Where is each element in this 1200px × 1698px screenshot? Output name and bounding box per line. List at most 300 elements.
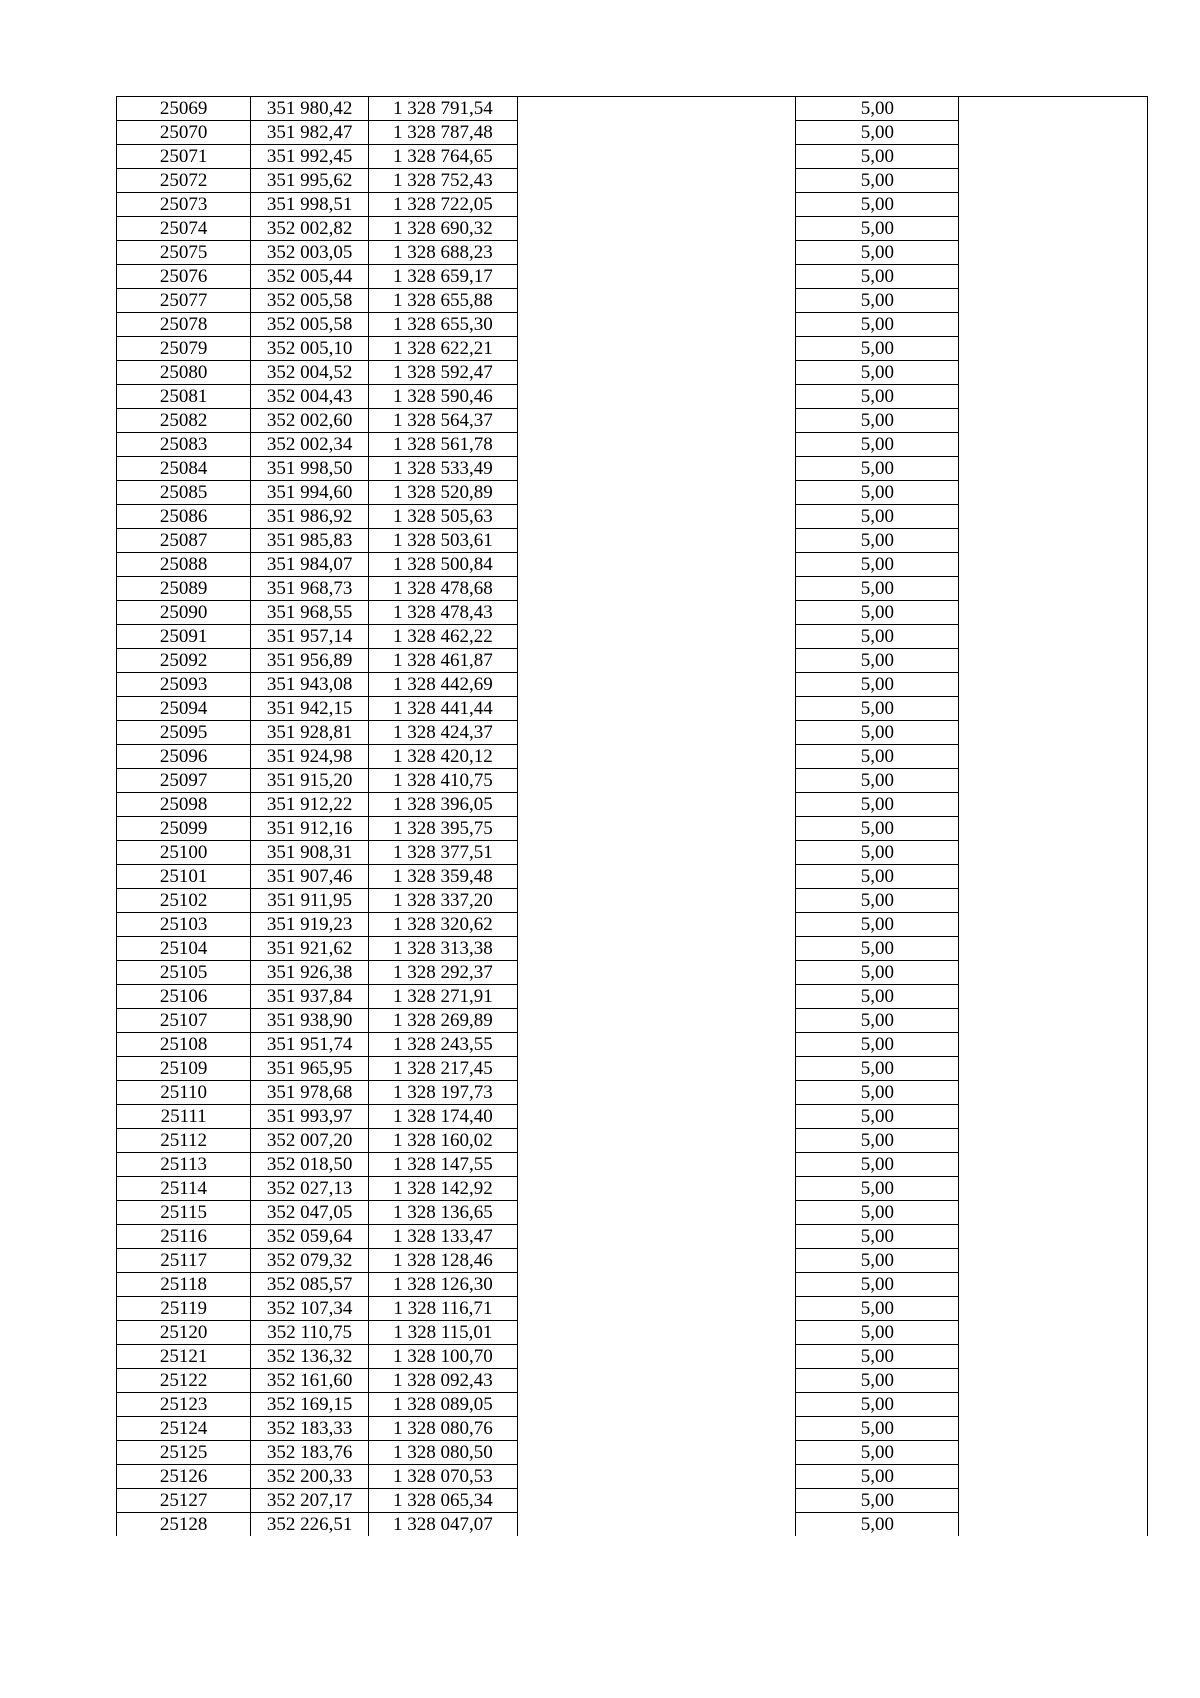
x-coordinate-cell: 351 928,81 — [251, 721, 369, 745]
accuracy-cell: 5,00 — [796, 817, 959, 841]
point-number-cell: 25093 — [117, 673, 251, 697]
y-coordinate-cell: 1 328 065,34 — [369, 1489, 518, 1513]
table-row — [117, 1369, 1148, 1393]
x-coordinate-cell: 352 002,60 — [251, 409, 369, 433]
y-coordinate-cell: 1 328 500,84 — [369, 553, 518, 577]
table-row — [117, 985, 1148, 1009]
table-row — [117, 337, 1148, 361]
x-coordinate-cell: 352 059,64 — [251, 1225, 369, 1249]
x-coordinate-cell: 351 998,51 — [251, 193, 369, 217]
blank-cell — [517, 193, 796, 217]
accuracy-cell: 5,00 — [796, 505, 959, 529]
blank-cell — [517, 1321, 796, 1345]
blank-cell — [959, 841, 1148, 865]
point-number-cell: 25125 — [117, 1441, 251, 1465]
x-coordinate-cell: 351 956,89 — [251, 649, 369, 673]
table-row — [117, 937, 1148, 961]
x-coordinate-cell: 352 107,34 — [251, 1297, 369, 1321]
y-coordinate-cell: 1 328 420,12 — [369, 745, 518, 769]
blank-cell — [517, 97, 796, 121]
point-number-cell: 25119 — [117, 1297, 251, 1321]
blank-cell — [517, 1057, 796, 1081]
x-coordinate-cell: 351 957,14 — [251, 625, 369, 649]
accuracy-cell: 5,00 — [796, 1033, 959, 1057]
point-number-cell: 25123 — [117, 1393, 251, 1417]
y-coordinate-cell: 1 328 080,76 — [369, 1417, 518, 1441]
blank-cell — [959, 553, 1148, 577]
y-coordinate-cell: 1 328 462,22 — [369, 625, 518, 649]
point-number-cell: 25078 — [117, 313, 251, 337]
blank-cell — [517, 865, 796, 889]
blank-cell — [517, 529, 796, 553]
blank-cell — [517, 889, 796, 913]
table-row — [117, 913, 1148, 937]
point-number-cell: 25111 — [117, 1105, 251, 1129]
x-coordinate-cell: 351 937,84 — [251, 985, 369, 1009]
blank-cell — [517, 409, 796, 433]
point-number-cell: 25108 — [117, 1033, 251, 1057]
y-coordinate-cell: 1 328 292,37 — [369, 961, 518, 985]
blank-cell — [959, 1081, 1148, 1105]
blank-cell — [959, 1417, 1148, 1441]
table-row — [117, 649, 1148, 673]
point-number-cell: 25106 — [117, 985, 251, 1009]
point-number-cell: 25086 — [117, 505, 251, 529]
y-coordinate-cell: 1 328 655,30 — [369, 313, 518, 337]
point-number-cell: 25094 — [117, 697, 251, 721]
y-coordinate-cell: 1 328 622,21 — [369, 337, 518, 361]
accuracy-cell: 5,00 — [796, 1201, 959, 1225]
table-row — [117, 481, 1148, 505]
blank-cell — [959, 913, 1148, 937]
x-coordinate-cell: 351 924,98 — [251, 745, 369, 769]
blank-cell — [959, 409, 1148, 433]
blank-cell — [959, 1249, 1148, 1273]
y-coordinate-cell: 1 328 359,48 — [369, 865, 518, 889]
table-row — [117, 241, 1148, 265]
blank-cell — [959, 481, 1148, 505]
blank-cell — [517, 673, 796, 697]
point-number-cell: 25099 — [117, 817, 251, 841]
blank-cell — [959, 769, 1148, 793]
blank-cell — [517, 985, 796, 1009]
table-row — [117, 841, 1148, 865]
blank-cell — [959, 1057, 1148, 1081]
accuracy-cell: 5,00 — [796, 265, 959, 289]
blank-cell — [517, 649, 796, 673]
y-coordinate-cell: 1 328 478,43 — [369, 601, 518, 625]
x-coordinate-cell: 352 002,34 — [251, 433, 369, 457]
x-coordinate-cell: 352 003,05 — [251, 241, 369, 265]
x-coordinate-cell: 351 978,68 — [251, 1081, 369, 1105]
y-coordinate-cell: 1 328 442,69 — [369, 673, 518, 697]
y-coordinate-cell: 1 328 313,38 — [369, 937, 518, 961]
y-coordinate-cell: 1 328 377,51 — [369, 841, 518, 865]
accuracy-cell: 5,00 — [796, 1297, 959, 1321]
x-coordinate-cell: 351 912,16 — [251, 817, 369, 841]
x-coordinate-cell: 352 079,32 — [251, 1249, 369, 1273]
y-coordinate-cell: 1 328 520,89 — [369, 481, 518, 505]
blank-cell — [959, 1513, 1148, 1537]
y-coordinate-cell: 1 328 690,32 — [369, 217, 518, 241]
blank-cell — [959, 1153, 1148, 1177]
point-number-cell: 25128 — [117, 1513, 251, 1537]
y-coordinate-cell: 1 328 396,05 — [369, 793, 518, 817]
point-number-cell: 25096 — [117, 745, 251, 769]
blank-cell — [959, 313, 1148, 337]
table-row — [117, 193, 1148, 217]
blank-cell — [959, 1345, 1148, 1369]
blank-cell — [959, 745, 1148, 769]
point-number-cell: 25089 — [117, 577, 251, 601]
blank-cell — [959, 1393, 1148, 1417]
point-number-cell: 25076 — [117, 265, 251, 289]
accuracy-cell: 5,00 — [796, 601, 959, 625]
y-coordinate-cell: 1 328 655,88 — [369, 289, 518, 313]
accuracy-cell: 5,00 — [796, 385, 959, 409]
point-number-cell: 25072 — [117, 169, 251, 193]
table-row — [117, 169, 1148, 193]
x-coordinate-cell: 351 915,20 — [251, 769, 369, 793]
accuracy-cell: 5,00 — [796, 97, 959, 121]
y-coordinate-cell: 1 328 080,50 — [369, 1441, 518, 1465]
x-coordinate-cell: 352 002,82 — [251, 217, 369, 241]
blank-cell — [959, 121, 1148, 145]
blank-cell — [959, 361, 1148, 385]
y-coordinate-cell: 1 328 142,92 — [369, 1177, 518, 1201]
blank-cell — [517, 1393, 796, 1417]
point-number-cell: 25117 — [117, 1249, 251, 1273]
point-number-cell: 25118 — [117, 1273, 251, 1297]
accuracy-cell: 5,00 — [796, 241, 959, 265]
blank-cell — [517, 1105, 796, 1129]
blank-cell — [517, 217, 796, 241]
table-row — [117, 961, 1148, 985]
blank-cell — [959, 241, 1148, 265]
accuracy-cell: 5,00 — [796, 961, 959, 985]
x-coordinate-cell: 352 110,75 — [251, 1321, 369, 1345]
blank-cell — [517, 601, 796, 625]
y-coordinate-cell: 1 328 764,65 — [369, 145, 518, 169]
x-coordinate-cell: 352 004,52 — [251, 361, 369, 385]
blank-cell — [517, 289, 796, 313]
blank-cell — [517, 457, 796, 481]
blank-cell — [959, 1225, 1148, 1249]
blank-cell — [517, 313, 796, 337]
blank-cell — [517, 121, 796, 145]
blank-cell — [517, 337, 796, 361]
blank-cell — [517, 793, 796, 817]
table-row — [117, 1201, 1148, 1225]
x-coordinate-cell: 352 005,58 — [251, 289, 369, 313]
blank-cell — [517, 913, 796, 937]
x-coordinate-cell: 351 984,07 — [251, 553, 369, 577]
x-coordinate-cell: 351 985,83 — [251, 529, 369, 553]
table-row — [117, 1393, 1148, 1417]
point-number-cell: 25116 — [117, 1225, 251, 1249]
accuracy-cell: 5,00 — [796, 121, 959, 145]
x-coordinate-cell: 352 004,43 — [251, 385, 369, 409]
table-row — [117, 265, 1148, 289]
table-row — [117, 577, 1148, 601]
table-row — [117, 601, 1148, 625]
x-coordinate-cell: 351 919,23 — [251, 913, 369, 937]
y-coordinate-cell: 1 328 461,87 — [369, 649, 518, 673]
accuracy-cell: 5,00 — [796, 673, 959, 697]
accuracy-cell: 5,00 — [796, 169, 959, 193]
y-coordinate-cell: 1 328 688,23 — [369, 241, 518, 265]
y-coordinate-cell: 1 328 269,89 — [369, 1009, 518, 1033]
table-row — [117, 721, 1148, 745]
point-number-cell: 25097 — [117, 769, 251, 793]
blank-cell — [517, 385, 796, 409]
accuracy-cell: 5,00 — [796, 1417, 959, 1441]
table-row — [117, 1273, 1148, 1297]
y-coordinate-cell: 1 328 160,02 — [369, 1129, 518, 1153]
blank-cell — [959, 97, 1148, 121]
blank-cell — [517, 1273, 796, 1297]
table-row — [117, 1129, 1148, 1153]
blank-cell — [517, 241, 796, 265]
table-row — [117, 313, 1148, 337]
blank-cell — [517, 1153, 796, 1177]
table-row — [117, 1513, 1148, 1537]
x-coordinate-cell: 351 998,50 — [251, 457, 369, 481]
x-coordinate-cell: 351 980,42 — [251, 97, 369, 121]
accuracy-cell: 5,00 — [796, 481, 959, 505]
point-number-cell: 25127 — [117, 1489, 251, 1513]
y-coordinate-cell: 1 328 505,63 — [369, 505, 518, 529]
x-coordinate-cell: 351 968,55 — [251, 601, 369, 625]
blank-cell — [517, 841, 796, 865]
y-coordinate-cell: 1 328 410,75 — [369, 769, 518, 793]
blank-cell — [517, 481, 796, 505]
y-coordinate-cell: 1 328 478,68 — [369, 577, 518, 601]
y-coordinate-cell: 1 328 337,20 — [369, 889, 518, 913]
blank-cell — [959, 337, 1148, 361]
table-row — [117, 1249, 1148, 1273]
accuracy-cell: 5,00 — [796, 985, 959, 1009]
blank-cell — [517, 553, 796, 577]
blank-cell — [959, 529, 1148, 553]
table-row — [117, 1225, 1148, 1249]
table-row — [117, 217, 1148, 241]
table-row — [117, 1177, 1148, 1201]
point-number-cell: 25079 — [117, 337, 251, 361]
table-row — [117, 121, 1148, 145]
blank-cell — [959, 1033, 1148, 1057]
x-coordinate-cell: 351 982,47 — [251, 121, 369, 145]
blank-cell — [517, 577, 796, 601]
table-row — [117, 769, 1148, 793]
point-number-cell: 25080 — [117, 361, 251, 385]
y-coordinate-cell: 1 328 564,37 — [369, 409, 518, 433]
accuracy-cell: 5,00 — [796, 745, 959, 769]
table-row — [117, 385, 1148, 409]
y-coordinate-cell: 1 328 533,49 — [369, 457, 518, 481]
table-row — [117, 1417, 1148, 1441]
blank-cell — [959, 289, 1148, 313]
blank-cell — [959, 721, 1148, 745]
x-coordinate-cell: 351 942,15 — [251, 697, 369, 721]
point-number-cell: 25085 — [117, 481, 251, 505]
blank-cell — [517, 769, 796, 793]
y-coordinate-cell: 1 328 128,46 — [369, 1249, 518, 1273]
point-number-cell: 25100 — [117, 841, 251, 865]
blank-cell — [959, 193, 1148, 217]
blank-cell — [517, 1009, 796, 1033]
point-number-cell: 25073 — [117, 193, 251, 217]
point-number-cell: 25071 — [117, 145, 251, 169]
blank-cell — [517, 145, 796, 169]
table-row — [117, 1009, 1148, 1033]
accuracy-cell: 5,00 — [796, 769, 959, 793]
table-row — [117, 1033, 1148, 1057]
point-number-cell: 25104 — [117, 937, 251, 961]
accuracy-cell: 5,00 — [796, 193, 959, 217]
table-row — [117, 817, 1148, 841]
y-coordinate-cell: 1 328 197,73 — [369, 1081, 518, 1105]
table-row — [117, 553, 1148, 577]
accuracy-cell: 5,00 — [796, 1513, 959, 1537]
accuracy-cell: 5,00 — [796, 1129, 959, 1153]
accuracy-cell: 5,00 — [796, 721, 959, 745]
accuracy-cell: 5,00 — [796, 841, 959, 865]
x-coordinate-cell: 351 911,95 — [251, 889, 369, 913]
x-coordinate-cell: 352 161,60 — [251, 1369, 369, 1393]
table-row — [117, 889, 1148, 913]
y-coordinate-cell: 1 328 133,47 — [369, 1225, 518, 1249]
accuracy-cell: 5,00 — [796, 1345, 959, 1369]
x-coordinate-cell: 351 921,62 — [251, 937, 369, 961]
y-coordinate-cell: 1 328 100,70 — [369, 1345, 518, 1369]
x-coordinate-cell: 351 968,73 — [251, 577, 369, 601]
table-row — [117, 289, 1148, 313]
point-number-cell: 25098 — [117, 793, 251, 817]
blank-cell — [959, 625, 1148, 649]
accuracy-cell: 5,00 — [796, 1321, 959, 1345]
blank-cell — [517, 1489, 796, 1513]
y-coordinate-cell: 1 328 722,05 — [369, 193, 518, 217]
point-number-cell: 25090 — [117, 601, 251, 625]
point-number-cell: 25124 — [117, 1417, 251, 1441]
accuracy-cell: 5,00 — [796, 889, 959, 913]
table-row — [117, 361, 1148, 385]
table-row — [117, 865, 1148, 889]
table-row — [117, 1297, 1148, 1321]
table-row — [117, 409, 1148, 433]
y-coordinate-cell: 1 328 089,05 — [369, 1393, 518, 1417]
blank-cell — [517, 721, 796, 745]
blank-cell — [959, 673, 1148, 697]
y-coordinate-cell: 1 328 174,40 — [369, 1105, 518, 1129]
accuracy-cell: 5,00 — [796, 625, 959, 649]
x-coordinate-cell: 352 005,58 — [251, 313, 369, 337]
point-number-cell: 25109 — [117, 1057, 251, 1081]
x-coordinate-cell: 352 207,17 — [251, 1489, 369, 1513]
blank-cell — [959, 937, 1148, 961]
blank-cell — [959, 697, 1148, 721]
y-coordinate-cell: 1 328 115,01 — [369, 1321, 518, 1345]
blank-cell — [959, 169, 1148, 193]
y-coordinate-cell: 1 328 320,62 — [369, 913, 518, 937]
y-coordinate-cell: 1 328 424,37 — [369, 721, 518, 745]
blank-cell — [517, 1369, 796, 1393]
accuracy-cell: 5,00 — [796, 361, 959, 385]
point-number-cell: 25114 — [117, 1177, 251, 1201]
table-row — [117, 1057, 1148, 1081]
point-number-cell: 25084 — [117, 457, 251, 481]
point-number-cell: 25075 — [117, 241, 251, 265]
point-number-cell: 25115 — [117, 1201, 251, 1225]
accuracy-cell: 5,00 — [796, 865, 959, 889]
blank-cell — [959, 1441, 1148, 1465]
x-coordinate-cell: 352 027,13 — [251, 1177, 369, 1201]
accuracy-cell: 5,00 — [796, 337, 959, 361]
x-coordinate-cell: 351 951,74 — [251, 1033, 369, 1057]
y-coordinate-cell: 1 328 395,75 — [369, 817, 518, 841]
blank-cell — [959, 649, 1148, 673]
point-number-cell: 25092 — [117, 649, 251, 673]
accuracy-cell: 5,00 — [796, 1393, 959, 1417]
blank-cell — [959, 889, 1148, 913]
point-number-cell: 25102 — [117, 889, 251, 913]
table-row — [117, 1345, 1148, 1369]
point-number-cell: 25120 — [117, 1321, 251, 1345]
x-coordinate-cell: 352 226,51 — [251, 1513, 369, 1537]
accuracy-cell: 5,00 — [796, 1081, 959, 1105]
table-row — [117, 697, 1148, 721]
accuracy-cell: 5,00 — [796, 1465, 959, 1489]
accuracy-cell: 5,00 — [796, 409, 959, 433]
point-number-cell: 25113 — [117, 1153, 251, 1177]
accuracy-cell: 5,00 — [796, 1153, 959, 1177]
point-number-cell: 25069 — [117, 97, 251, 121]
point-number-cell: 25103 — [117, 913, 251, 937]
x-coordinate-cell: 352 200,33 — [251, 1465, 369, 1489]
blank-cell — [959, 1129, 1148, 1153]
blank-cell — [517, 1033, 796, 1057]
accuracy-cell: 5,00 — [796, 1105, 959, 1129]
y-coordinate-cell: 1 328 217,45 — [369, 1057, 518, 1081]
accuracy-cell: 5,00 — [796, 553, 959, 577]
accuracy-cell: 5,00 — [796, 1057, 959, 1081]
accuracy-cell: 5,00 — [796, 1489, 959, 1513]
point-number-cell: 25105 — [117, 961, 251, 985]
x-coordinate-cell: 351 938,90 — [251, 1009, 369, 1033]
accuracy-cell: 5,00 — [796, 913, 959, 937]
coordinates-table-body — [117, 97, 1148, 1537]
blank-cell — [517, 745, 796, 769]
blank-cell — [517, 697, 796, 721]
x-coordinate-cell: 352 136,32 — [251, 1345, 369, 1369]
x-coordinate-cell: 352 183,76 — [251, 1441, 369, 1465]
blank-cell — [959, 1465, 1148, 1489]
table-row — [117, 1489, 1148, 1513]
x-coordinate-cell: 351 995,62 — [251, 169, 369, 193]
point-number-cell: 25110 — [117, 1081, 251, 1105]
y-coordinate-cell: 1 328 503,61 — [369, 529, 518, 553]
x-coordinate-cell: 352 085,57 — [251, 1273, 369, 1297]
accuracy-cell: 5,00 — [796, 1249, 959, 1273]
point-number-cell: 25074 — [117, 217, 251, 241]
accuracy-cell: 5,00 — [796, 937, 959, 961]
table-row — [117, 625, 1148, 649]
accuracy-cell: 5,00 — [796, 217, 959, 241]
blank-cell — [517, 1465, 796, 1489]
coordinates-table — [116, 96, 1148, 1536]
blank-cell — [517, 265, 796, 289]
